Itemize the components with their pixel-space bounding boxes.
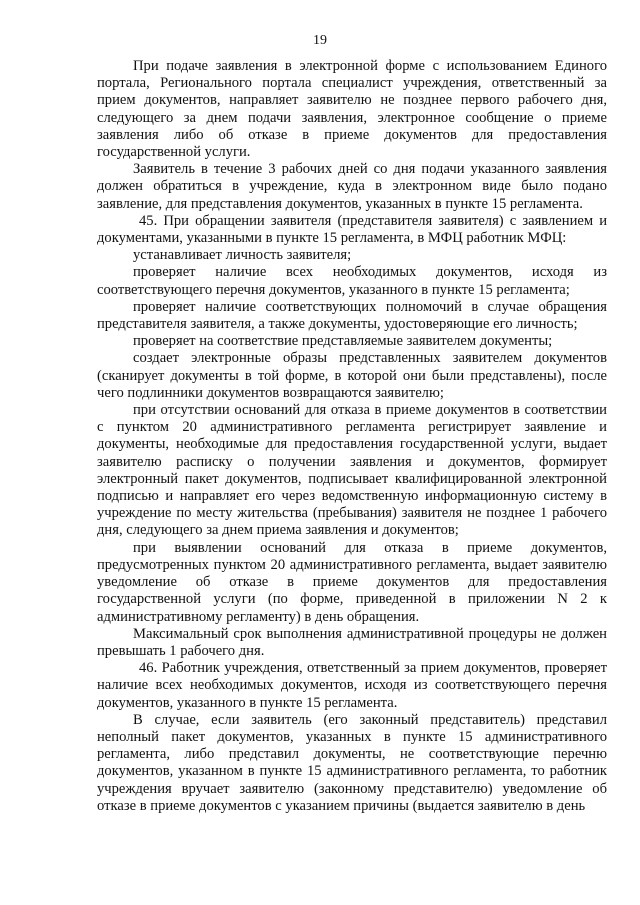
- list-item-register-application: при отсутствии оснований для отказа в приеме документов в соответствии с пунктом 20 административного регламента регистрирует заявление и документы, необходимые для предоставления государственной услуги, выдает заявителю расписку о получении заявления и документов, формирует электронный пакет документов, подписывает квалифицированной электронной подписью и направляет его через ведомственную информационную систему в учреждение по месту жительства (пребывания) заявителя не позднее 1 рабочего дня, следующего за днем приема заявления и документов;: [97, 402, 607, 539]
- paragraph-item-46: 46. Работник учреждения, ответственный за прием документов, проверяет наличие всех необходимых документов, исходя из соответствующего перечня документов, указанного в пункте 15 регламента.: [97, 660, 607, 711]
- paragraph-item-45: 45. При обращении заявителя (представителя заявителя) с заявлением и документами, указанными в пункте 15 регламента, в МФЦ работник МФЦ:: [97, 212, 607, 247]
- list-item-refusal-notice: при выявлении оснований для отказа в приеме документов, предусмотренных пунктом 20 административного регламента, выдает заявителю уведомление об отказе в приеме документов для предоставления государственной услуги (по форме, приведенной в приложении N 2 к административному регламенту) в день обращения.: [97, 539, 607, 625]
- list-item-check-authority: проверяет наличие соответствующих полномочий в случае обращения представителя заявителя, а также документы, удостоверяющие его личность;: [97, 298, 607, 333]
- document-body: [97, 58, 607, 815]
- paragraph-incomplete-package: В случае, если заявитель (его законный представитель) представил неполный пакет документов, указанных в пункте 15 административного регламента, либо представил документы, не соответствующие перечню документов, указанном в пункте 15 административного регламента, то работник учреждения вручает заявителю (законному представителю) уведомление об отказе в приеме документов с указанием причины (выдается заявителю в день: [97, 711, 607, 814]
- paragraph-applicant-deadline: Заявитель в течение 3 рабочих дней со дня подачи указанного заявления должен обратиться в учреждение, куда в электронном виде было подано заявление, для представления документов, указанных в пункте 15 регламента.: [97, 161, 607, 212]
- list-item-scan-documents: создает электронные образы представленных заявителем документов (сканирует документы в той форме, в которой они были представлены), после чего подлинники документов возвращаются заявителю;: [97, 350, 607, 401]
- list-item-identity: устанавливает личность заявителя;: [133, 247, 352, 264]
- paragraph-max-duration: Максимальный срок выполнения административной процедуры не должен превышать 1 рабочего дня.: [97, 625, 607, 659]
- page-number: 19: [313, 33, 327, 48]
- list-item-check-compliance: проверяет на соответствие представляемые заявителем документы;: [133, 333, 553, 350]
- list-item-check-documents: проверяет наличие всех необходимых документов, исходя из соответствующего перечня документов, указанного в пункте 15 регламента;: [97, 264, 607, 298]
- paragraph-electronic-submission: При подаче заявления в электронной форме с использованием Единого портала, Регионального портала специалист учреждения, ответственный за прием документов, направляет заявителю не позднее первого рабочего дня, следующего за днем подачи заявления, электронное сообщение о приеме заявления либо об отказе в приеме документов для предоставления государственной услуги.: [97, 58, 607, 161]
